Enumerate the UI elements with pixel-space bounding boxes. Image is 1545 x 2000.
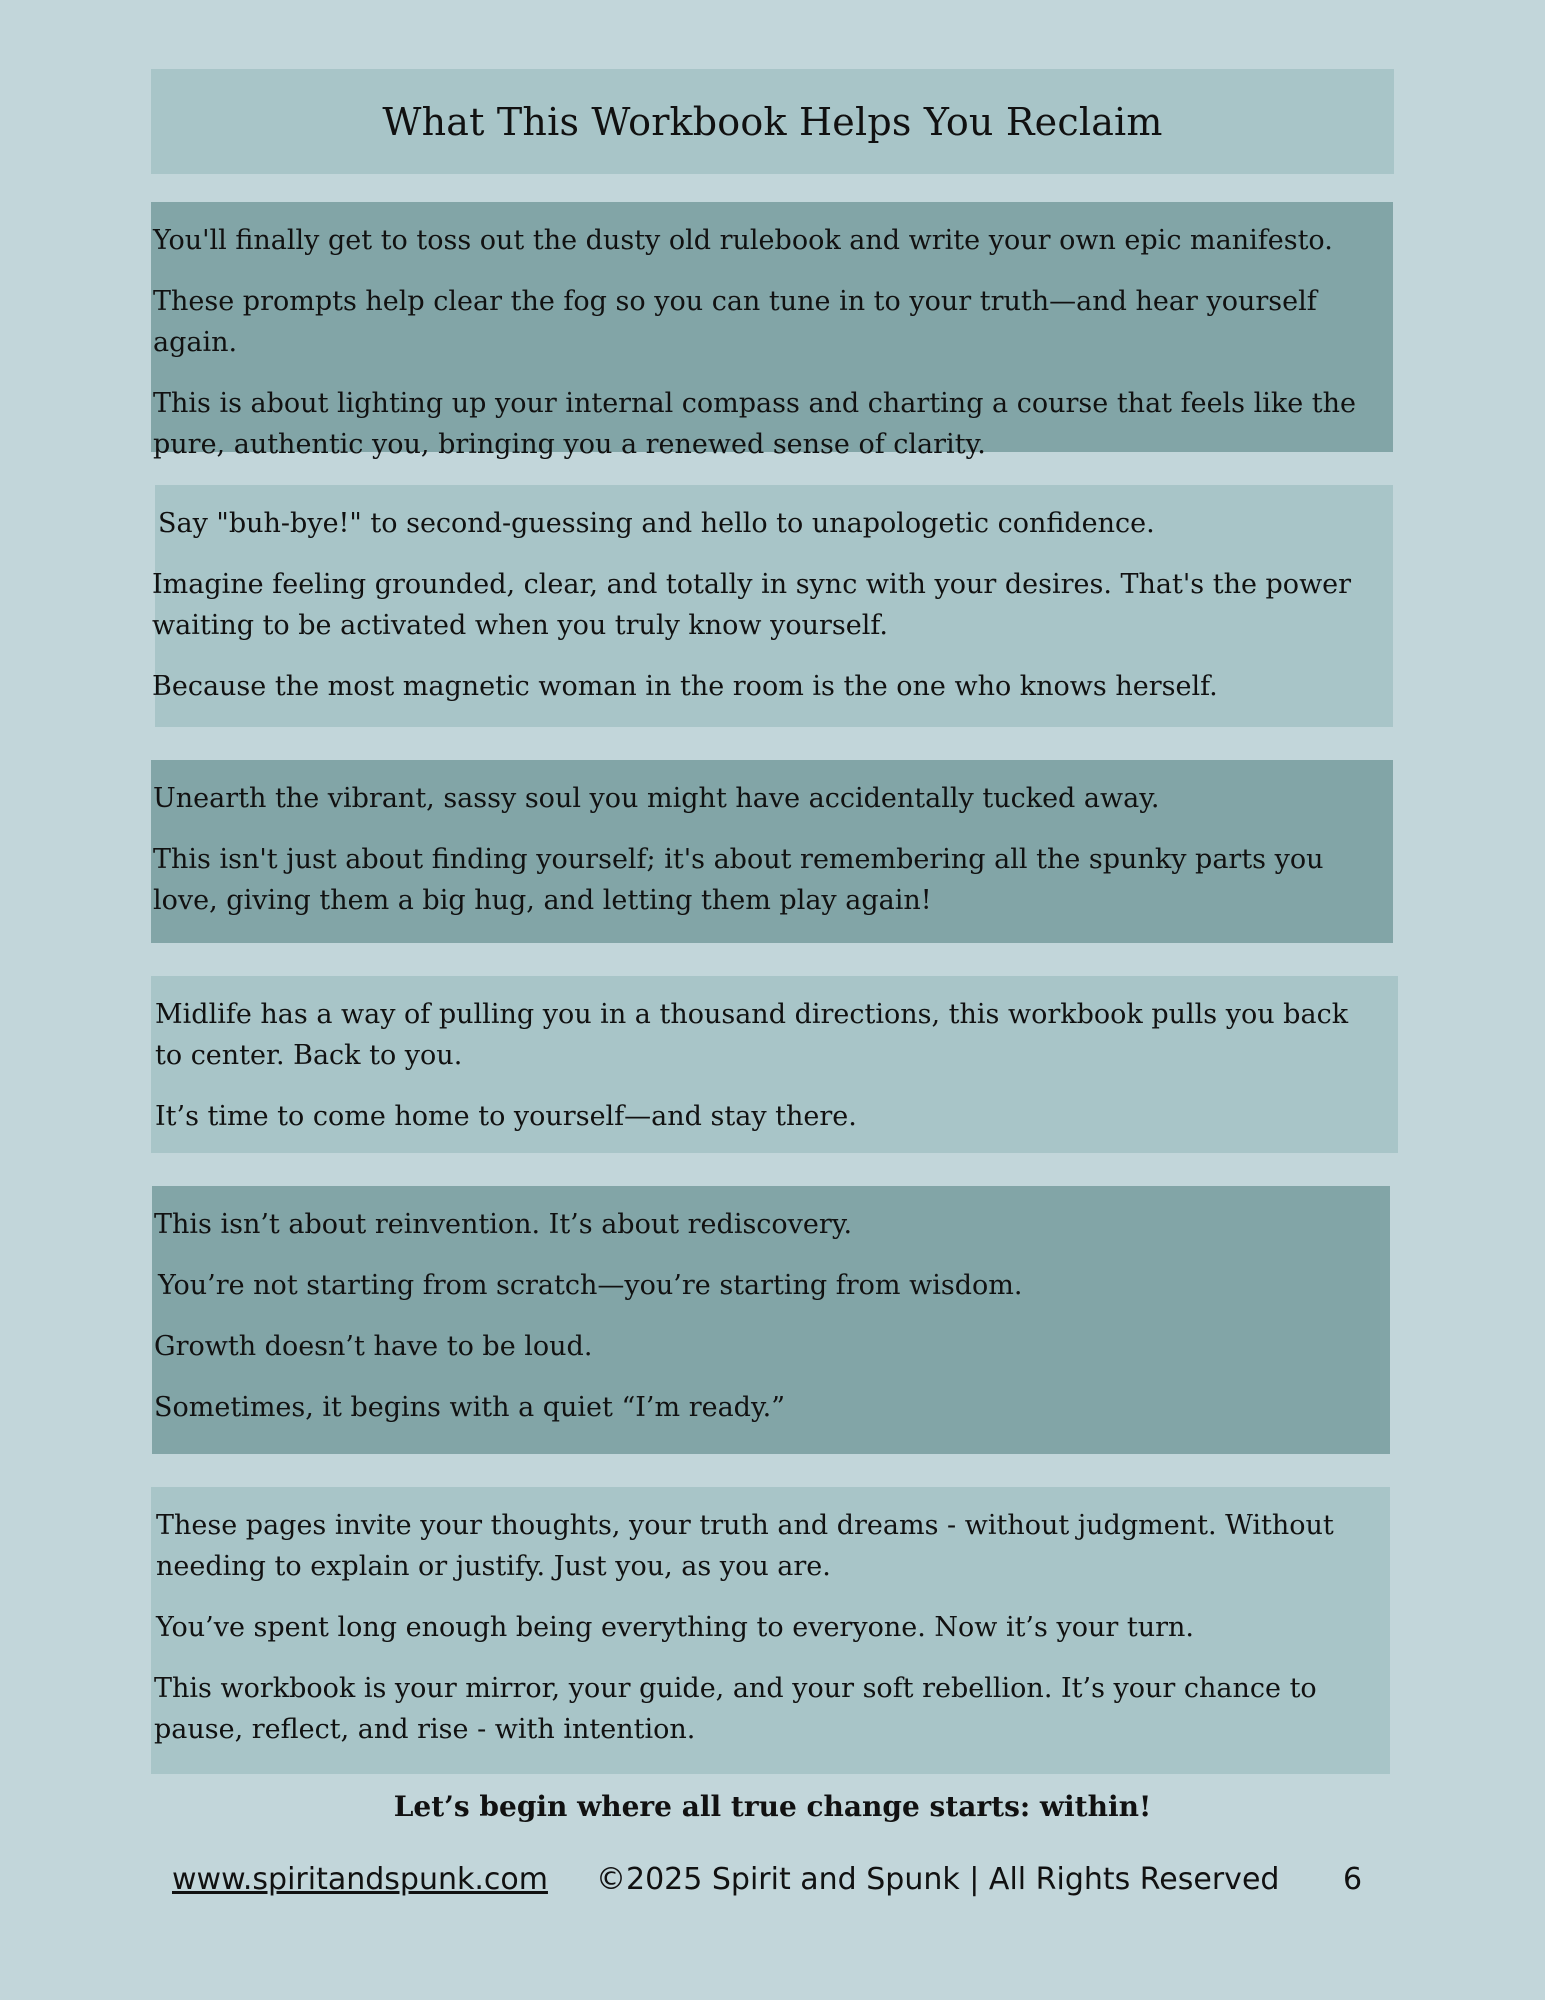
copyright-notice: ©2025 Spirit and Spunk | All Rights Reserved [596, 1862, 1280, 1897]
section-block-confidence [152, 485, 1393, 727]
paragraph: This workbook is your mirror, your guide, and your soft rebellion. It’s your chance to pause, reflect, and rise - with intention. [154, 1673, 1317, 1745]
paragraph: Unearth the vibrant, sassy soul you might have accidentally tucked away. [153, 783, 1160, 814]
paragraph: Because the most magnetic woman in the room is the one who knows herself. [152, 671, 1218, 702]
section-block-soul [151, 760, 1393, 943]
paragraph: This isn't just about finding yourself; it's about remembering all the spunky parts you love, giving them a big hug, and letting them play again! [153, 844, 1324, 916]
section-block-invitation [151, 1487, 1390, 1774]
closing-statement: Let’s begin where all true change starts: within! [393, 1790, 1152, 1823]
paragraph: Imagine feeling grounded, clear, and totally in sync with your desires. That's the power waiting to be activated when you truly know yourself. [152, 569, 1352, 641]
section-block-rediscovery [152, 1186, 1390, 1454]
paragraph: These prompts help clear the fog so you can tune in to your truth—and hear yourself again. [153, 286, 1317, 358]
page-title: What This Workbook Helps You Reclaim [382, 99, 1163, 144]
paragraph: Growth doesn’t have to be loud. [154, 1331, 593, 1362]
paragraph: These pages invite your thoughts, your truth and dreams - without judgment. Without needing to explain or justify. Just you, as you are. [156, 1510, 1334, 1582]
website-link[interactable]: www.spiritandspunk.com [172, 1862, 548, 1897]
paragraph: This is about lighting up your internal compass and charting a course that feels like the pure, authentic you, bringing you a renewed sense of clarity. [153, 388, 1357, 460]
paragraph: You’re not starting from scratch—you’re starting from wisdom. [158, 1270, 1023, 1301]
page-number: 6 [1343, 1862, 1363, 1897]
title-banner [151, 69, 1394, 174]
section-block-manifesto [151, 202, 1393, 460]
paragraph: It’s time to come home to yourself—and stay there. [155, 1101, 857, 1132]
section-block-midlife [151, 976, 1398, 1153]
paragraph: This isn’t about reinvention. It’s about rediscovery. [154, 1209, 853, 1240]
paragraph: You'll finally get to toss out the dusty old rulebook and write your own epic manifesto. [153, 225, 1333, 256]
page-footer [0, 1862, 1545, 1906]
paragraph: Sometimes, it begins with a quiet “I’m ready.” [154, 1392, 786, 1423]
paragraph: You’ve spent long enough being everything to everyone. Now it’s your turn. [156, 1612, 1194, 1643]
paragraph: Midlife has a way of pulling you in a thousand directions, this workbook pulls you back to center. Back to you. [155, 999, 1349, 1071]
paragraph: Say "buh-bye!" to second-guessing and hello to unapologetic confidence. [158, 508, 1155, 539]
